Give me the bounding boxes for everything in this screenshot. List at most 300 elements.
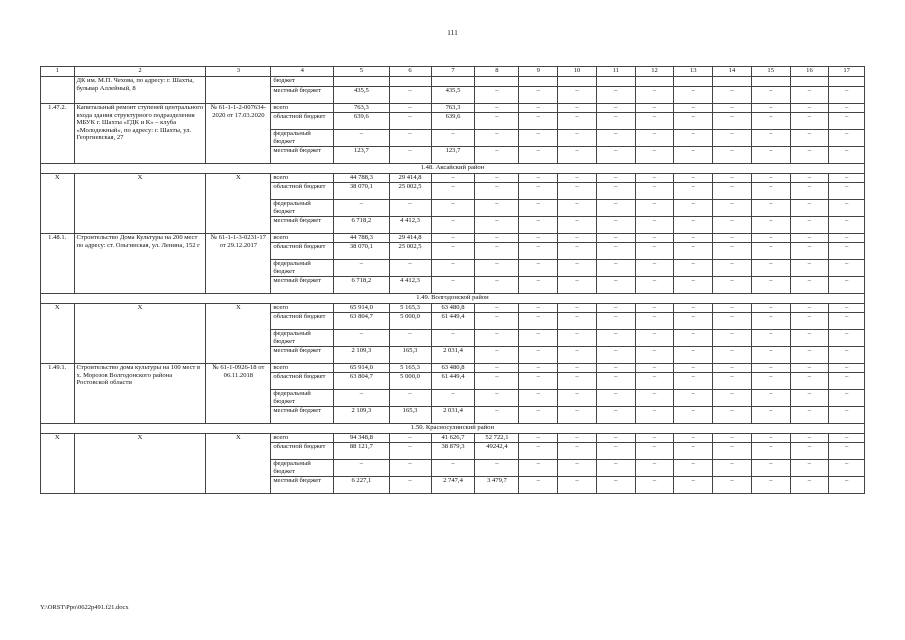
value-cell: – bbox=[674, 147, 713, 164]
value-cell: – bbox=[558, 130, 597, 147]
value-cell: – bbox=[751, 130, 790, 147]
value-cell: – bbox=[713, 434, 752, 443]
section-header-row bbox=[41, 424, 865, 434]
column-number: 2 bbox=[74, 67, 206, 77]
budget-type-cell: местный бюджет bbox=[271, 407, 334, 424]
value-cell bbox=[389, 77, 431, 87]
value-cell: 29 414,8 bbox=[389, 174, 431, 183]
value-cell: – bbox=[635, 217, 674, 234]
value-cell: – bbox=[790, 104, 829, 113]
value-cell: 763,3 bbox=[334, 104, 389, 113]
value-cell: 4 412,3 bbox=[389, 217, 431, 234]
object-name-cell: ДК им. М.П. Чехова, по адресу: г. Шахты, бульвар Аллейный, 8 bbox=[74, 77, 206, 104]
value-cell: – bbox=[558, 407, 597, 424]
value-cell: – bbox=[635, 174, 674, 183]
value-cell: – bbox=[829, 460, 865, 477]
value-cell: – bbox=[558, 330, 597, 347]
budget-table bbox=[40, 66, 865, 494]
value-cell: – bbox=[751, 364, 790, 373]
value-cell: – bbox=[674, 304, 713, 313]
value-cell: – bbox=[751, 183, 790, 200]
item-number-cell: 1.48.1. bbox=[41, 234, 75, 294]
value-cell: 3 479,7 bbox=[475, 477, 519, 494]
value-cell: – bbox=[674, 443, 713, 460]
budget-type-cell: федеральный бюджет bbox=[271, 330, 334, 347]
value-cell: – bbox=[334, 390, 389, 407]
value-cell: – bbox=[790, 243, 829, 260]
value-cell: – bbox=[713, 390, 752, 407]
value-cell: – bbox=[596, 364, 635, 373]
value-cell: – bbox=[713, 243, 752, 260]
value-cell: – bbox=[829, 277, 865, 294]
value-cell: – bbox=[790, 460, 829, 477]
table-row bbox=[41, 364, 865, 373]
value-cell: – bbox=[713, 364, 752, 373]
budget-type-cell: всего bbox=[271, 104, 334, 113]
value-cell: – bbox=[596, 234, 635, 243]
value-cell: – bbox=[558, 460, 597, 477]
value-cell: 6 227,1 bbox=[334, 477, 389, 494]
budget-type-cell: областной бюджет bbox=[271, 443, 334, 460]
item-number-cell: Х bbox=[41, 174, 75, 234]
budget-type-cell: областной бюджет bbox=[271, 313, 334, 330]
budget-type-cell: местный бюджет bbox=[271, 87, 334, 104]
value-cell: 25 002,5 bbox=[389, 243, 431, 260]
value-cell: – bbox=[596, 313, 635, 330]
value-cell: – bbox=[790, 373, 829, 390]
value-cell bbox=[558, 77, 597, 87]
value-cell bbox=[790, 77, 829, 87]
value-cell: – bbox=[558, 443, 597, 460]
value-cell: – bbox=[596, 460, 635, 477]
budget-type-cell: всего bbox=[271, 364, 334, 373]
value-cell bbox=[674, 77, 713, 87]
value-cell: – bbox=[751, 460, 790, 477]
value-cell: – bbox=[519, 434, 558, 443]
column-number: 13 bbox=[674, 67, 713, 77]
value-cell: – bbox=[713, 113, 752, 130]
section-header-row bbox=[41, 294, 865, 304]
document-cell: Х bbox=[206, 174, 271, 234]
value-cell: – bbox=[713, 174, 752, 183]
section-header-row bbox=[41, 164, 865, 174]
value-cell: – bbox=[829, 113, 865, 130]
value-cell: – bbox=[713, 130, 752, 147]
value-cell: – bbox=[431, 200, 475, 217]
value-cell: 2 031,4 bbox=[431, 407, 475, 424]
value-cell: – bbox=[790, 313, 829, 330]
document-cell: № 61-1-0926-18 от 06.11.2018 bbox=[206, 364, 271, 424]
value-cell: – bbox=[519, 477, 558, 494]
value-cell: 61 449,4 bbox=[431, 313, 475, 330]
value-cell: – bbox=[751, 113, 790, 130]
value-cell: – bbox=[431, 460, 475, 477]
value-cell: 2 109,3 bbox=[334, 347, 389, 364]
value-cell: – bbox=[713, 183, 752, 200]
value-cell: – bbox=[790, 330, 829, 347]
column-number: 1 bbox=[41, 67, 75, 77]
value-cell: – bbox=[790, 174, 829, 183]
value-cell: – bbox=[713, 200, 752, 217]
value-cell: – bbox=[829, 234, 865, 243]
value-cell: – bbox=[334, 260, 389, 277]
value-cell: – bbox=[713, 147, 752, 164]
value-cell: – bbox=[558, 434, 597, 443]
value-cell bbox=[431, 77, 475, 87]
budget-type-cell: бюджет bbox=[271, 77, 334, 87]
value-cell: – bbox=[334, 460, 389, 477]
item-number-cell: 1.47.2. bbox=[41, 104, 75, 164]
value-cell: – bbox=[475, 243, 519, 260]
value-cell: – bbox=[713, 407, 752, 424]
value-cell: – bbox=[635, 243, 674, 260]
value-cell: – bbox=[635, 200, 674, 217]
column-number: 7 bbox=[431, 67, 475, 77]
object-name-cell: Х bbox=[74, 304, 206, 364]
budget-type-cell: федеральный бюджет bbox=[271, 460, 334, 477]
document-cell: № 61-1-1-2-007634-2020 от 17.03.2020 bbox=[206, 104, 271, 164]
document-cell: Х bbox=[206, 304, 271, 364]
value-cell: – bbox=[519, 390, 558, 407]
value-cell: – bbox=[674, 373, 713, 390]
budget-type-cell: всего bbox=[271, 304, 334, 313]
value-cell: – bbox=[596, 434, 635, 443]
value-cell: – bbox=[475, 104, 519, 113]
value-cell: – bbox=[635, 407, 674, 424]
value-cell: – bbox=[475, 174, 519, 183]
value-cell: – bbox=[751, 373, 790, 390]
value-cell: – bbox=[596, 277, 635, 294]
table-row bbox=[41, 434, 865, 443]
value-cell: – bbox=[829, 200, 865, 217]
value-cell: – bbox=[519, 373, 558, 390]
value-cell: 88 121,7 bbox=[334, 443, 389, 460]
value-cell: – bbox=[829, 434, 865, 443]
value-cell: – bbox=[829, 243, 865, 260]
value-cell: – bbox=[713, 347, 752, 364]
budget-type-cell: областной бюджет bbox=[271, 243, 334, 260]
value-cell: – bbox=[751, 313, 790, 330]
value-cell: 763,3 bbox=[431, 104, 475, 113]
value-cell: – bbox=[790, 260, 829, 277]
value-cell: – bbox=[431, 183, 475, 200]
value-cell: – bbox=[431, 260, 475, 277]
item-number-cell: Х bbox=[41, 434, 75, 494]
value-cell: – bbox=[790, 443, 829, 460]
value-cell: – bbox=[519, 104, 558, 113]
value-cell: – bbox=[751, 277, 790, 294]
section-title: 1.48. Аксайский район bbox=[41, 164, 865, 174]
value-cell: – bbox=[751, 477, 790, 494]
value-cell: – bbox=[519, 313, 558, 330]
value-cell bbox=[334, 77, 389, 87]
value-cell: – bbox=[558, 174, 597, 183]
value-cell: – bbox=[519, 87, 558, 104]
value-cell: 639,6 bbox=[334, 113, 389, 130]
value-cell: – bbox=[674, 390, 713, 407]
budget-type-cell: всего bbox=[271, 174, 334, 183]
value-cell: – bbox=[790, 277, 829, 294]
page-number: 111 bbox=[447, 28, 458, 37]
value-cell: 2 109,3 bbox=[334, 407, 389, 424]
value-cell: 165,3 bbox=[389, 347, 431, 364]
value-cell: – bbox=[596, 443, 635, 460]
table-row bbox=[41, 104, 865, 113]
value-cell: – bbox=[596, 200, 635, 217]
value-cell: – bbox=[475, 200, 519, 217]
value-cell: – bbox=[829, 443, 865, 460]
value-cell: – bbox=[475, 217, 519, 234]
value-cell: – bbox=[475, 330, 519, 347]
value-cell: 165,3 bbox=[389, 407, 431, 424]
value-cell: – bbox=[596, 390, 635, 407]
value-cell: 2 031,4 bbox=[431, 347, 475, 364]
value-cell: – bbox=[790, 147, 829, 164]
value-cell: – bbox=[519, 443, 558, 460]
value-cell bbox=[751, 77, 790, 87]
value-cell: – bbox=[713, 104, 752, 113]
value-cell: – bbox=[751, 234, 790, 243]
value-cell: – bbox=[635, 443, 674, 460]
value-cell: – bbox=[475, 183, 519, 200]
value-cell: – bbox=[475, 87, 519, 104]
value-cell: – bbox=[713, 443, 752, 460]
value-cell: – bbox=[674, 130, 713, 147]
value-cell: – bbox=[829, 130, 865, 147]
value-cell: – bbox=[558, 260, 597, 277]
value-cell: – bbox=[596, 147, 635, 164]
value-cell: – bbox=[389, 460, 431, 477]
value-cell: – bbox=[558, 104, 597, 113]
value-cell: – bbox=[431, 217, 475, 234]
value-cell: – bbox=[713, 234, 752, 243]
value-cell: – bbox=[334, 130, 389, 147]
value-cell: – bbox=[751, 104, 790, 113]
value-cell: – bbox=[519, 364, 558, 373]
value-cell: – bbox=[713, 477, 752, 494]
value-cell: – bbox=[674, 313, 713, 330]
value-cell: 6 718,2 bbox=[334, 277, 389, 294]
value-cell: – bbox=[334, 200, 389, 217]
value-cell: – bbox=[829, 477, 865, 494]
value-cell: – bbox=[389, 147, 431, 164]
value-cell: – bbox=[751, 434, 790, 443]
value-cell: – bbox=[475, 390, 519, 407]
value-cell: – bbox=[475, 364, 519, 373]
value-cell: – bbox=[475, 277, 519, 294]
value-cell: – bbox=[558, 477, 597, 494]
value-cell: – bbox=[751, 260, 790, 277]
value-cell: – bbox=[790, 364, 829, 373]
value-cell: – bbox=[558, 313, 597, 330]
value-cell: – bbox=[475, 304, 519, 313]
value-cell: 639,6 bbox=[431, 113, 475, 130]
footer-file-path: Y:\ORST\Ppo\0622p491.f21.docx bbox=[40, 604, 129, 611]
value-cell: – bbox=[829, 87, 865, 104]
value-cell: – bbox=[713, 87, 752, 104]
value-cell: – bbox=[558, 347, 597, 364]
value-cell: 49242,4 bbox=[475, 443, 519, 460]
budget-type-cell: местный бюджет bbox=[271, 477, 334, 494]
budget-type-cell: областной бюджет bbox=[271, 373, 334, 390]
value-cell: – bbox=[389, 434, 431, 443]
column-number: 16 bbox=[790, 67, 829, 77]
budget-type-cell: федеральный бюджет bbox=[271, 260, 334, 277]
value-cell: – bbox=[558, 217, 597, 234]
value-cell: – bbox=[475, 313, 519, 330]
column-number: 8 bbox=[475, 67, 519, 77]
value-cell: 29 414,8 bbox=[389, 234, 431, 243]
value-cell: – bbox=[389, 87, 431, 104]
column-number: 11 bbox=[596, 67, 635, 77]
document-cell: № 61-1-1-3-0231-17 от 29.12.2017 bbox=[206, 234, 271, 294]
value-cell: – bbox=[519, 460, 558, 477]
value-cell: – bbox=[790, 347, 829, 364]
value-cell: – bbox=[790, 477, 829, 494]
value-cell: – bbox=[558, 277, 597, 294]
budget-type-cell: местный бюджет bbox=[271, 217, 334, 234]
budget-type-cell: всего bbox=[271, 234, 334, 243]
value-cell bbox=[596, 77, 635, 87]
value-cell: – bbox=[475, 130, 519, 147]
value-cell: – bbox=[674, 174, 713, 183]
value-cell: – bbox=[635, 347, 674, 364]
value-cell: – bbox=[790, 87, 829, 104]
column-number: 10 bbox=[558, 67, 597, 77]
value-cell: – bbox=[635, 434, 674, 443]
value-cell: – bbox=[635, 130, 674, 147]
value-cell: – bbox=[389, 330, 431, 347]
value-cell: – bbox=[829, 313, 865, 330]
value-cell: – bbox=[674, 434, 713, 443]
value-cell: 2 747,4 bbox=[431, 477, 475, 494]
column-number: 17 bbox=[829, 67, 865, 77]
value-cell bbox=[713, 77, 752, 87]
column-number: 12 bbox=[635, 67, 674, 77]
value-cell: – bbox=[790, 390, 829, 407]
value-cell: – bbox=[635, 330, 674, 347]
document-cell: Х bbox=[206, 434, 271, 494]
value-cell: – bbox=[519, 200, 558, 217]
value-cell: – bbox=[596, 330, 635, 347]
value-cell: – bbox=[790, 130, 829, 147]
value-cell: 5 165,3 bbox=[389, 304, 431, 313]
value-cell: – bbox=[751, 200, 790, 217]
value-cell: – bbox=[475, 147, 519, 164]
value-cell: – bbox=[751, 443, 790, 460]
value-cell: – bbox=[431, 234, 475, 243]
value-cell: – bbox=[790, 183, 829, 200]
value-cell: 65 914,0 bbox=[334, 304, 389, 313]
value-cell: – bbox=[674, 217, 713, 234]
table-row bbox=[41, 304, 865, 313]
value-cell: – bbox=[674, 113, 713, 130]
value-cell: – bbox=[713, 460, 752, 477]
table-row bbox=[41, 234, 865, 243]
value-cell: – bbox=[596, 113, 635, 130]
value-cell: 38 070,1 bbox=[334, 243, 389, 260]
value-cell: – bbox=[596, 130, 635, 147]
value-cell: – bbox=[475, 460, 519, 477]
column-number: 5 bbox=[334, 67, 389, 77]
value-cell: 63 804,7 bbox=[334, 313, 389, 330]
value-cell: – bbox=[635, 147, 674, 164]
value-cell: – bbox=[635, 234, 674, 243]
budget-type-cell: местный бюджет bbox=[271, 347, 334, 364]
value-cell: – bbox=[389, 477, 431, 494]
value-cell: – bbox=[519, 217, 558, 234]
value-cell: – bbox=[790, 407, 829, 424]
value-cell: – bbox=[713, 260, 752, 277]
value-cell: – bbox=[635, 277, 674, 294]
value-cell: – bbox=[635, 477, 674, 494]
object-name-cell: Строительство Дома Культуры на 200 мест по адресу: ст. Ольгинская, ул. Ленина, 152 г bbox=[74, 234, 206, 294]
value-cell: – bbox=[635, 113, 674, 130]
value-cell: 435,5 bbox=[334, 87, 389, 104]
value-cell: – bbox=[334, 330, 389, 347]
value-cell: – bbox=[751, 217, 790, 234]
column-number: 14 bbox=[713, 67, 752, 77]
item-number-cell: Х bbox=[41, 304, 75, 364]
value-cell: 94 348,8 bbox=[334, 434, 389, 443]
value-cell: – bbox=[790, 200, 829, 217]
value-cell: – bbox=[674, 87, 713, 104]
value-cell: – bbox=[596, 373, 635, 390]
value-cell: – bbox=[790, 217, 829, 234]
value-cell: – bbox=[751, 390, 790, 407]
value-cell: – bbox=[389, 130, 431, 147]
value-cell: – bbox=[431, 174, 475, 183]
value-cell: – bbox=[751, 347, 790, 364]
value-cell: – bbox=[558, 113, 597, 130]
value-cell: 63 480,8 bbox=[431, 364, 475, 373]
value-cell: – bbox=[519, 243, 558, 260]
value-cell: – bbox=[519, 260, 558, 277]
value-cell: – bbox=[751, 174, 790, 183]
value-cell: – bbox=[790, 113, 829, 130]
value-cell: – bbox=[751, 407, 790, 424]
table-row bbox=[41, 174, 865, 183]
value-cell: – bbox=[475, 407, 519, 424]
value-cell: 5 165,3 bbox=[389, 364, 431, 373]
budget-type-cell: областной бюджет bbox=[271, 183, 334, 200]
value-cell: – bbox=[635, 304, 674, 313]
value-cell: 63 480,8 bbox=[431, 304, 475, 313]
value-cell: – bbox=[519, 147, 558, 164]
value-cell: – bbox=[635, 183, 674, 200]
value-cell: – bbox=[519, 174, 558, 183]
value-cell: – bbox=[596, 217, 635, 234]
value-cell: – bbox=[674, 104, 713, 113]
value-cell: 38 070,1 bbox=[334, 183, 389, 200]
value-cell: – bbox=[558, 304, 597, 313]
value-cell: – bbox=[558, 390, 597, 407]
value-cell: – bbox=[713, 277, 752, 294]
value-cell: – bbox=[519, 304, 558, 313]
table-row bbox=[41, 77, 865, 87]
column-number: 3 bbox=[206, 67, 271, 77]
value-cell: – bbox=[596, 174, 635, 183]
value-cell bbox=[475, 77, 519, 87]
budget-type-cell: всего bbox=[271, 434, 334, 443]
budget-type-cell: федеральный бюджет bbox=[271, 200, 334, 217]
value-cell: – bbox=[829, 347, 865, 364]
value-cell: – bbox=[519, 277, 558, 294]
value-cell: 123,7 bbox=[334, 147, 389, 164]
value-cell: – bbox=[674, 407, 713, 424]
value-cell: – bbox=[674, 200, 713, 217]
value-cell: – bbox=[635, 104, 674, 113]
